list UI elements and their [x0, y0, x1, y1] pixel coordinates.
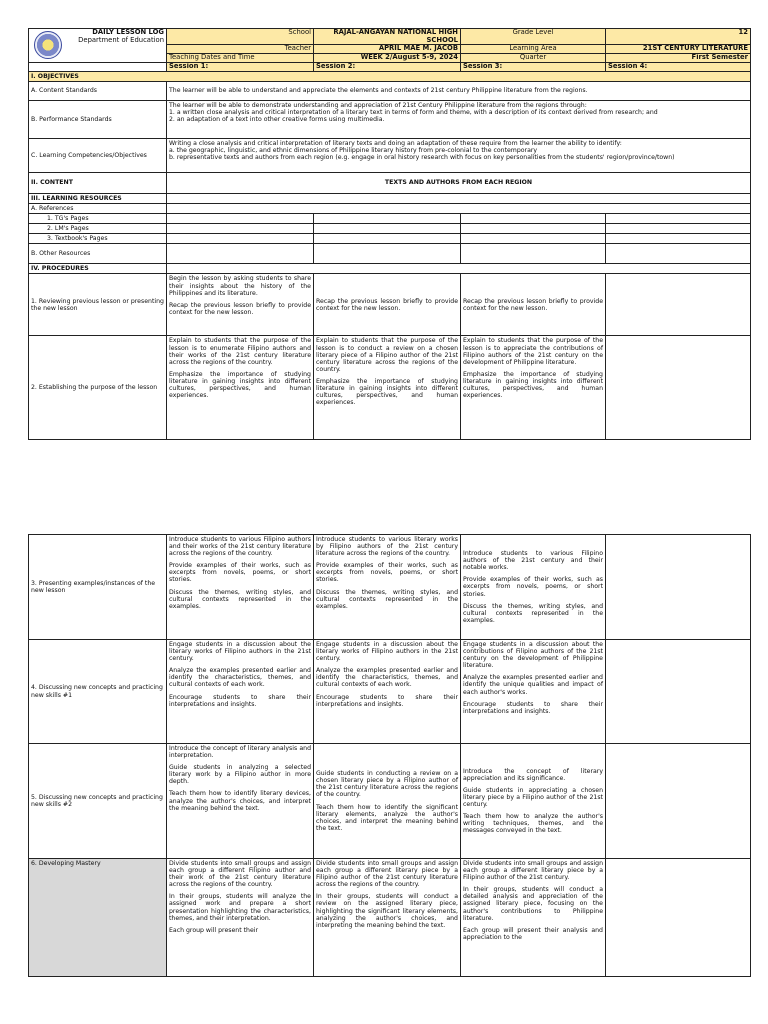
lesson-log-table-1: [28, 28, 751, 440]
procedure-1-session-2: Recap the previous lesson briefly to provide context for the new lesson.: [314, 274, 461, 336]
procedure-3-session-2-text-c: Discuss the themes, writing styles, and cultural contexts represented in the examples.: [316, 588, 458, 610]
procedure-4-session-4: [606, 640, 751, 744]
session-3-header: Session 3:: [461, 63, 606, 72]
competencies-text-2: a. the geographic, linguistic, and ethnic dimensions of Philippine literary history from pre-colonial to the contemporary: [169, 146, 538, 154]
procedure-3-session-3: [461, 535, 606, 640]
procedure-4-session-1-text-a: Engage students in a discussion about the literary works of Filipino authors in the 21st century.: [169, 641, 311, 663]
procedure-5-session-3-text-b: Guide students in appreciating a chosen literary piece by a Filipino author of the 21st century.: [463, 786, 603, 808]
procedure-5-label: 5. Discussing new concepts and practicing new skills #2: [29, 744, 167, 859]
procedure-3-session-1: [167, 535, 314, 640]
procedure-1-session-1-text-b: Recap the previous lesson briefly to provide context for the new lesson.: [169, 301, 311, 316]
grade-value: 12: [606, 29, 751, 45]
session-1-header: Session 1:: [167, 63, 314, 72]
area-value: 21ST CENTURY LITERATURE: [606, 45, 751, 54]
lesson-log-page-1: [28, 28, 750, 440]
procedure-5-session-1: [167, 744, 314, 859]
lesson-log-table-2: [28, 534, 751, 977]
procedure-3-session-4: [606, 535, 751, 640]
procedure-5-session-1-text-c: Teach them how to identify literary devices, analyze the author's choices, and interpret the meaning behind the text.: [169, 790, 311, 812]
procedure-3-session-1-text-b: Provide examples of their works, such as excerpts from novels, poems, or short stories.: [169, 562, 311, 584]
procedure-6-label: 6. Developing Mastery: [29, 859, 167, 977]
procedure-5-session-3: [461, 744, 606, 859]
procedure-6-session-2: [314, 859, 461, 977]
performance-standards-text-1: The learner will be able to demonstrate understanding and appreciation of 21st Century Philippine literature from the regions through:: [169, 101, 587, 109]
procedure-4-label: 4. Discussing new concepts and practicing new skills #1: [29, 640, 167, 744]
content-standards-text: The learner will be able to understand and appreciate the elements and contexts of 21st century Philippine literature from the regions.: [167, 81, 751, 100]
dates-label: Teaching Dates and Time: [167, 54, 314, 63]
teacher-value: APRIL MAE M. JACOB: [314, 45, 461, 54]
procedure-3-session-3-text-a: Introduce students to various Filipino authors of the 21st century and their notable works.: [463, 550, 603, 572]
procedure-5-session-3-text-c: Teach them how to analyze the author's writing techniques, themes, and the messages conveyed in the text.: [463, 813, 603, 835]
lm-pages-label: 2. LM's Pages: [29, 224, 167, 234]
quarter-value: First Semester: [606, 54, 751, 63]
session-4-header: Session 4:: [606, 63, 751, 72]
procedure-3-session-2-text-a: Introduce students to various literary works by Filipino authors of the 21st century literature across the regions of the country.: [316, 536, 458, 558]
quarter-label: Quarter: [461, 54, 606, 63]
resources-heading: III. LEARNING RESOURCES: [29, 193, 167, 203]
deped-seal-icon: [34, 31, 62, 59]
school-label: School: [167, 29, 314, 45]
dates-value: WEEK 2/August 5-9, 2024: [314, 54, 461, 63]
procedure-4-session-3-text-a: Engage students in a discussion about the contributions of Filipino authors of the 21st century on the development of Philippine literature.: [463, 641, 603, 670]
procedure-1-session-4: [606, 274, 751, 336]
procedure-4-session-1: [167, 640, 314, 744]
procedure-4-session-2-text-c: Encourage students to share their interpretations and insights.: [316, 693, 458, 708]
procedure-2-session-2-text-a: Explain to students that the purpose of the lesson is to conduct a review on a chosen literary piece of a Filipino author of the 21st century literature across the regions of the country.: [316, 337, 458, 373]
procedure-3-session-1-text-a: Introduce students to various Filipino authors and their works of the 21st century literature across the regions of the country.: [169, 536, 311, 558]
procedure-6-session-3-text-c: Each group will present their analysis and appreciation to the: [463, 926, 603, 941]
content-text: TEXTS AND AUTHORS FROM EACH REGION: [167, 172, 751, 193]
procedure-3-session-1-text-c: Discuss the themes, writing styles, and cultural contexts represented in the examples.: [169, 588, 311, 610]
grade-label: Grade Level: [461, 29, 606, 45]
procedure-5-session-1-text-a: Introduce the concept of literary analysis and interpretation.: [169, 745, 311, 760]
procedure-2-session-3-text-b: Emphasize the importance of studying literature in gaining insights into different cultures, perspectives, and human experiences.: [463, 370, 603, 400]
performance-standards-cell: [167, 100, 751, 138]
procedure-6-session-2-text-a: Divide students into small groups and assign each group a different literary piece by a Filipino author of the 21st century literature across the regions of the country.: [316, 860, 458, 889]
competencies-text-1: Writing a close analysis and critical interpretation of literary texts and doing an adaptation of these require from the learner the ability to identify:: [169, 139, 622, 147]
session-2-header: Session 2:: [314, 63, 461, 72]
procedure-1-session-1: [167, 274, 314, 336]
procedure-4-session-2-text-b: Analyze the examples presented earlier and identify the characteristics, themes, and cultural contexts of each work.: [316, 667, 458, 689]
procedure-3-session-2-text-b: Provide examples of their works, such as excerpts from novels, poems, or short stories.: [316, 562, 458, 584]
procedure-6-session-4: [606, 859, 751, 977]
procedure-6-session-1: [167, 859, 314, 977]
procedure-4-session-3-text-c: Encourage students to share their interpretations and insights.: [463, 700, 603, 715]
procedure-6-session-3-text-b: In their groups, students will conduct a detailed analysis and appreciation of the assigned literary piece, focusing on the author's contributions to Philippine literature.: [463, 886, 603, 922]
procedure-6-session-3-text-a: Divide students into small groups and assign each group a different literary piece by a Filipino author of the 21st century.: [463, 860, 603, 882]
procedure-5-session-3-text-a: Introduce the concept of literary appreciation and its significance.: [463, 767, 603, 782]
procedure-6-session-1-text-a: Divide students into small groups and assign each group a different Filipino author and their work of the 21st century literature across the regions of the country.: [169, 860, 311, 889]
objectives-heading: I. OBJECTIVES: [29, 71, 751, 81]
procedure-2-session-3: [461, 336, 606, 440]
content-standards-label: A. Content Standards: [29, 81, 167, 100]
procedure-3-session-2: [314, 535, 461, 640]
procedure-5-session-2-text-b: Teach them how to identify the significant literary elements, analyze the author's choices, and interpret the meaning behind the text.: [316, 803, 458, 832]
procedure-2-session-4: [606, 336, 751, 440]
procedure-3-session-3-text-b: Provide examples of their works, such as excerpts from novels, poems, or short stories.: [463, 576, 603, 598]
department: Department of Education: [78, 35, 164, 44]
procedures-heading: IV. PROCEDURES: [29, 264, 167, 274]
procedure-4-session-3: [461, 640, 606, 744]
performance-standards-label: B. Performance Standards: [29, 100, 167, 138]
procedure-2-session-2: [314, 336, 461, 440]
content-heading: II. CONTENT: [29, 172, 167, 193]
other-resources-label: B. Other Resources: [29, 244, 167, 264]
competencies-label: C. Learning Competencies/Objectives: [29, 138, 167, 172]
procedure-2-session-1-text-b: Emphasize the importance of studying literature in gaining insights into different cultures, perspectives, and human experiences.: [169, 370, 311, 400]
procedure-6-session-2-text-b: In their groups, students will conduct a review on the assigned literary piece, highlighting the significant literary elements, analyzing the author's choices, and interpreting the meaning behind the text.: [316, 893, 458, 929]
procedure-4-session-3-text-b: Analyze the examples presented earlier and identify the unique qualities and impact of each author's works.: [463, 674, 603, 696]
procedure-4-session-2-text-a: Engage students in a discussion about the literary works of Filipino authors in the 21st century.: [316, 641, 458, 663]
procedure-2-session-1: [167, 336, 314, 440]
procedure-2-session-2-text-b: Emphasize the importance of studying literature in gaining insights into different cultures, perspectives, and human experiences.: [316, 377, 458, 407]
procedure-5-session-4: [606, 744, 751, 859]
lesson-log-page-2: [28, 534, 750, 977]
tg-pages-label: 1. TG's Pages: [29, 214, 167, 224]
logo-cell: [29, 29, 167, 63]
textbook-pages-label: 3. Textbook's Pages: [29, 234, 167, 244]
performance-standards-text-2: 1. a written close analysis and critical interpretation of a literary text in terms of form and theme, with a description of its context derived from research; and: [169, 108, 658, 116]
procedure-6-session-1-text-c: Each group will present their: [169, 926, 259, 934]
procedure-1-session-3: Recap the previous lesson briefly to provide context for the new lesson.: [461, 274, 606, 336]
procedure-2-label: 2. Establishing the purpose of the lesson: [29, 336, 167, 440]
area-label: Learning Area: [461, 45, 606, 54]
procedure-2-session-3-text-a: Explain to students that the purpose of the lesson is to appreciate the contributions of Filipino authors of the 21st century on the development of Philippine literature.: [463, 337, 603, 366]
references-label: A. References: [29, 203, 167, 213]
school-value: RAJAL-ANGAYAN NATIONAL HIGH SCHOOL: [314, 29, 461, 45]
log-title: DAILY LESSON LOG: [92, 28, 164, 36]
procedure-4-session-2: [314, 640, 461, 744]
procedure-5-session-2-text-a: Guide students in conducting a review on a chosen literary piece by a Filipino author of the 21st century literature across the regions of the country.: [316, 770, 458, 799]
procedure-2-session-1-text-a: Explain to students that the purpose of the lesson is to enumerate Filipino authors and their works of the 21st century literature across the regions of the country.: [169, 337, 311, 366]
procedure-1-label: 1. Reviewing previous lesson or presenting the new lesson: [29, 274, 167, 336]
procedure-3-session-3-text-c: Discuss the themes, writing styles, and cultural contexts represented in the examples.: [463, 602, 603, 624]
procedure-6-session-3: [461, 859, 606, 977]
procedure-4-session-1-text-b: Analyze the examples presented earlier and identify the characteristics, themes, and cultural contexts of each work.: [169, 667, 311, 689]
competencies-cell: [167, 138, 751, 172]
performance-standards-text-3: 2. an adaptation of a text into other creative forms using multimedia.: [169, 116, 385, 124]
procedure-5-session-2: [314, 744, 461, 859]
competencies-text-3: b. representative texts and authors from each region (e.g. engage in oral history research with focus on key personalities from the students' region/province/town): [169, 154, 675, 162]
procedure-4-session-1-text-c: Encourage students to share their interpretations and insights.: [169, 693, 311, 708]
procedure-6-session-1-text-b: In their groups, students will analyze the assigned work and prepare a short presentation highlighting the characteristics, themes, and their interpretation.: [169, 893, 311, 922]
procedure-1-session-1-text-a: Begin the lesson by asking students to share their insights about the history of the Philippines and its literature.: [169, 275, 311, 297]
teacher-label: Teacher: [167, 45, 314, 54]
procedure-3-label: 3. Presenting examples/instances of the new lesson: [29, 535, 167, 640]
procedure-5-session-1-text-b: Guide students in analyzing a selected literary work by a Filipino author in more depth.: [169, 764, 311, 786]
